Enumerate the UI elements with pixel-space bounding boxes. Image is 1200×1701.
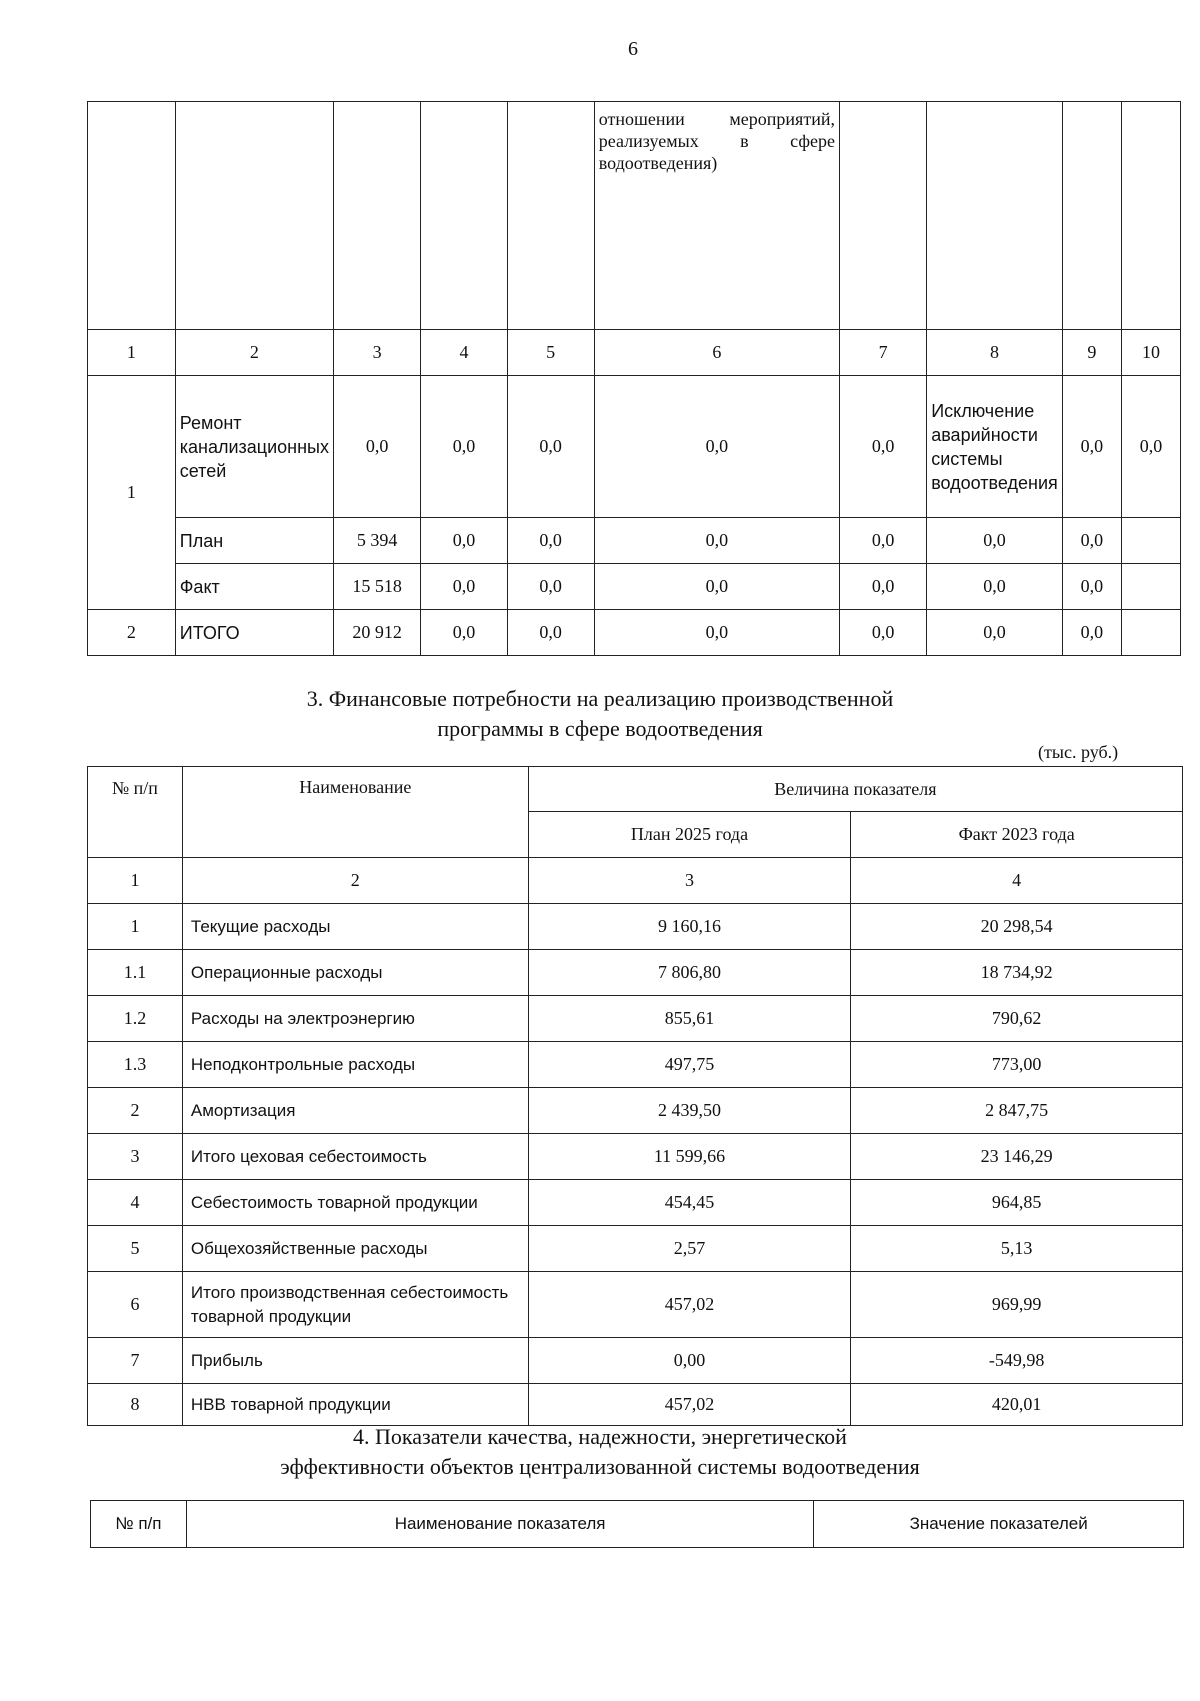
- row-label: Расходы на электроэнергию: [182, 996, 528, 1042]
- table-row: [88, 376, 1181, 518]
- column-number: 9: [1062, 330, 1121, 376]
- column-number-row: [88, 330, 1181, 376]
- section3-title: [0, 684, 1200, 744]
- column-number: 1: [88, 330, 176, 376]
- header-fragment: отношении мероприятий, реализуемых в сфере водоотведения): [594, 102, 839, 330]
- plan-value: 2 439,50: [528, 1088, 851, 1134]
- fact-value: 23 146,29: [851, 1134, 1183, 1180]
- fact-value: 5,13: [851, 1226, 1183, 1272]
- table-cell: 15 518: [334, 564, 421, 610]
- table-row: [88, 996, 1183, 1042]
- column-number-row: [88, 858, 1183, 904]
- table-row: [88, 950, 1183, 996]
- table-row: [88, 1338, 1183, 1384]
- table-cell: 0,0: [927, 610, 1063, 656]
- column-number: 4: [421, 330, 507, 376]
- table-cell: 0,0: [594, 564, 839, 610]
- table-cell: 5 394: [334, 518, 421, 564]
- table-cell: 0,0: [594, 376, 839, 518]
- row-label: Операционные расходы: [182, 950, 528, 996]
- row-label: Амортизация: [182, 1088, 528, 1134]
- table-cell: 0,0: [421, 564, 507, 610]
- table-row-fact: [88, 564, 1181, 610]
- fact-value: 790,62: [851, 996, 1183, 1042]
- fact-value: -549,98: [851, 1338, 1183, 1384]
- table-cell: 0,0: [1121, 376, 1180, 518]
- table-cell: 0,0: [507, 376, 594, 518]
- column-number: 10: [1121, 330, 1180, 376]
- row-number: 7: [88, 1338, 183, 1384]
- table-cell: 0,0: [1062, 610, 1121, 656]
- section3-title-line1: 3. Финансовые потребности на реализацию производственной: [306, 686, 894, 711]
- table-cell: 0,0: [507, 610, 594, 656]
- header-fact: Факт 2023 года: [851, 812, 1183, 858]
- header-value: Значение показателей: [814, 1501, 1184, 1548]
- table-cell: 20 912: [334, 610, 421, 656]
- table-row-plan: [88, 518, 1181, 564]
- plan-value: 2,57: [528, 1226, 851, 1272]
- table-cell: 0,0: [1062, 518, 1121, 564]
- row-label: Неподконтрольные расходы: [182, 1042, 528, 1088]
- header-name: Наименование: [182, 767, 528, 858]
- table-row-total: [88, 610, 1181, 656]
- header-num: № п/п: [91, 1501, 187, 1548]
- row-label: Итого производственная себестоимость товарной продукции: [182, 1272, 528, 1338]
- plan-value: 855,61: [528, 996, 851, 1042]
- column-number: 8: [927, 330, 1063, 376]
- table-row: [88, 1134, 1183, 1180]
- table-cell: 0,0: [839, 518, 926, 564]
- plan-value: 497,75: [528, 1042, 851, 1088]
- column-number: 2: [175, 330, 333, 376]
- row-number: 1.2: [88, 996, 183, 1042]
- fact-value: 20 298,54: [851, 904, 1183, 950]
- table-row: [88, 1042, 1183, 1088]
- table-cell: 0,0: [1062, 564, 1121, 610]
- plan-value: 457,02: [528, 1384, 851, 1426]
- column-number: 5: [507, 330, 594, 376]
- table-cell: 0,0: [421, 610, 507, 656]
- row-label: Текущие расходы: [182, 904, 528, 950]
- unit-label: (тыс. руб.): [1038, 742, 1119, 762]
- table-cell: 0,0: [421, 518, 507, 564]
- row-number: 4: [88, 1180, 183, 1226]
- fact-value: 2 847,75: [851, 1088, 1183, 1134]
- row-number: 1: [88, 376, 176, 610]
- row-number: 1: [88, 904, 183, 950]
- plan-value: 7 806,80: [528, 950, 851, 996]
- table-row: [88, 1180, 1183, 1226]
- plan-value: 9 160,16: [528, 904, 851, 950]
- activity-goal: Исключение аварийности системы водоотведения: [927, 376, 1063, 518]
- plan-value: 11 599,66: [528, 1134, 851, 1180]
- header-name: Наименование показателя: [186, 1501, 813, 1548]
- row-number: 5: [88, 1226, 183, 1272]
- row-number: 1.1: [88, 950, 183, 996]
- activity-name: Ремонт канализационных сетей: [175, 376, 333, 518]
- table-cell: 0,0: [839, 564, 926, 610]
- table-cell: 0,0: [507, 564, 594, 610]
- row-number: 2: [88, 610, 176, 656]
- table-cell: [1121, 610, 1180, 656]
- table-row: [88, 1088, 1183, 1134]
- table-row: [88, 1272, 1183, 1338]
- table-cell: 0,0: [594, 610, 839, 656]
- section4-title: [0, 1422, 1200, 1482]
- table-cell: 0,0: [927, 518, 1063, 564]
- table-cell: 0,0: [507, 518, 594, 564]
- column-number: 7: [839, 330, 926, 376]
- page-number: 6: [628, 38, 638, 60]
- header-num: № п/п: [88, 767, 183, 858]
- table-cell: 0,0: [839, 610, 926, 656]
- table-row: [88, 904, 1183, 950]
- table-header-row: [88, 767, 1183, 812]
- header-plan: План 2025 года: [528, 812, 851, 858]
- column-number: 4: [851, 858, 1183, 904]
- plan-value: 457,02: [528, 1272, 851, 1338]
- row-number: 1.3: [88, 1042, 183, 1088]
- table-cell: 0,0: [334, 376, 421, 518]
- row-label: ИТОГО: [175, 610, 333, 656]
- row-label: План: [175, 518, 333, 564]
- column-number: 6: [594, 330, 839, 376]
- financial-needs-table: [87, 766, 1183, 1426]
- column-number: 1: [88, 858, 183, 904]
- table-cell: 0,0: [927, 564, 1063, 610]
- column-number: 3: [334, 330, 421, 376]
- row-label: Прибыль: [182, 1338, 528, 1384]
- table-cell: [1121, 518, 1180, 564]
- table-row: [88, 1226, 1183, 1272]
- table-cell: 0,0: [1062, 376, 1121, 518]
- fact-value: 18 734,92: [851, 950, 1183, 996]
- column-number: 3: [528, 858, 851, 904]
- row-number: 2: [88, 1088, 183, 1134]
- column-number: 2: [182, 858, 528, 904]
- header-value: Величина показателя: [528, 767, 1182, 812]
- table-cell: 0,0: [594, 518, 839, 564]
- row-label: Общехозяйственные расходы: [182, 1226, 528, 1272]
- table-header-row: [91, 1501, 1184, 1548]
- row-label: Факт: [175, 564, 333, 610]
- row-label: НВВ товарной продукции: [182, 1384, 528, 1426]
- table-cell: 0,0: [839, 376, 926, 518]
- row-label: Себестоимость товарной продукции: [182, 1180, 528, 1226]
- row-number: 6: [88, 1272, 183, 1338]
- table-header-continuation-row: [88, 102, 1181, 330]
- fact-value: 969,99: [851, 1272, 1183, 1338]
- table-row: [88, 1384, 1183, 1426]
- plan-value: 0,00: [528, 1338, 851, 1384]
- section3-title-line2: программы в сфере водоотведения: [437, 716, 763, 741]
- plan-value: 454,45: [528, 1180, 851, 1226]
- activities-table: [87, 101, 1181, 656]
- row-number: 3: [88, 1134, 183, 1180]
- section4-title-line1: 4. Показатели качества, надежности, энергетической: [353, 1424, 847, 1449]
- fact-value: 964,85: [851, 1180, 1183, 1226]
- table-cell: [1121, 564, 1180, 610]
- section4-title-line2: эффективности объектов централизованной системы водоотведения: [280, 1454, 920, 1479]
- quality-indicators-table: [90, 1500, 1184, 1548]
- row-label: Итого цеховая себестоимость: [182, 1134, 528, 1180]
- fact-value: 773,00: [851, 1042, 1183, 1088]
- table-cell: 0,0: [421, 376, 507, 518]
- fact-value: 420,01: [851, 1384, 1183, 1426]
- row-number: 8: [88, 1384, 183, 1426]
